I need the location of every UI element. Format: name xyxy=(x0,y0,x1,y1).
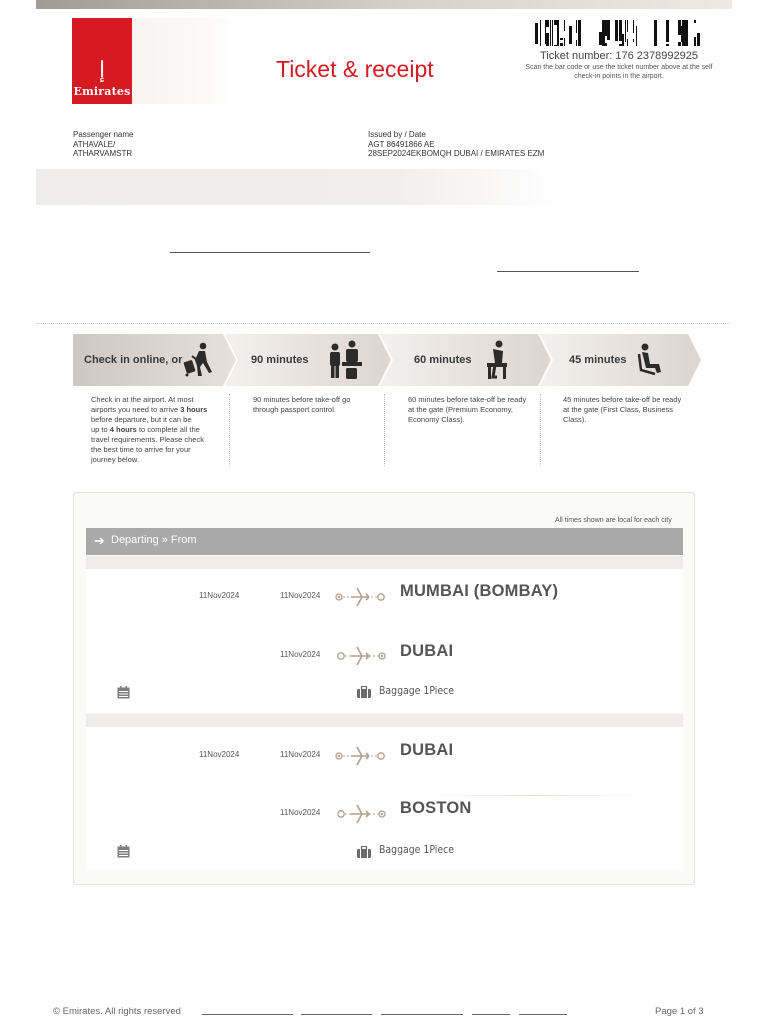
departure-date: 11Nov2024 xyxy=(280,750,321,759)
ticket-number: Ticket number: 176 2378992925 xyxy=(540,50,698,62)
departure-plane-icon xyxy=(335,745,387,767)
step-text-span: to complete all the xyxy=(136,425,200,434)
issued-agent: AGT 86491866 AE xyxy=(368,139,435,149)
footer-rule xyxy=(519,1014,567,1015)
arrival-date: 11Nov2024 xyxy=(280,650,321,659)
footer-copyright: © Emirates. All rights reserved xyxy=(53,1006,181,1017)
step-text-line: travel requirements. Please check xyxy=(91,435,204,444)
passenger-block xyxy=(73,130,133,159)
departing-header xyxy=(86,528,683,555)
passport-control-icon xyxy=(325,340,363,380)
page-number: Page 1 of 3 xyxy=(655,1006,704,1017)
times-note: All times shown are local for each city xyxy=(555,517,672,524)
ticket-hint: Scan the bar code or use the ticket number above at the self check-in points in the airport. xyxy=(525,64,713,80)
passenger-name-line2: ATHARVAMSTR xyxy=(73,149,133,158)
grey-band xyxy=(36,169,556,205)
column-divider xyxy=(540,394,541,466)
passenger-label: Passenger name xyxy=(73,130,134,139)
decorative-rule xyxy=(420,795,650,796)
step-online-label: Check in online, or xyxy=(84,354,183,366)
step-text-line: before departure, but it can be xyxy=(91,415,192,424)
checkin-steps-bar xyxy=(73,334,701,386)
step-text-line xyxy=(91,425,221,435)
step-text-line: journey below. xyxy=(91,455,139,464)
page-title: Ticket & receipt xyxy=(276,56,434,82)
step-90-text: 90 minutes before take-off go through passport control. xyxy=(253,395,351,414)
lounge-seat-icon xyxy=(635,342,665,378)
column-divider xyxy=(229,394,230,466)
step-45-text: 45 minutes before take-off be ready at the gate (First Class, Business Class). xyxy=(563,395,682,424)
step-text-line: Check in at the airport. At most xyxy=(91,395,194,404)
barcode-image xyxy=(535,20,703,46)
arrival-plane-icon xyxy=(335,645,387,667)
issued-block xyxy=(368,130,544,159)
step-text-bold: 3 hours xyxy=(180,405,208,414)
step-90-label: 90 minutes xyxy=(251,354,309,366)
signature-rule xyxy=(170,252,370,253)
logo-calligraphy-mark: إ xyxy=(98,58,106,83)
logo-shadow-panel xyxy=(132,18,238,104)
footer-rule xyxy=(472,1014,510,1015)
calendar-icon xyxy=(117,686,130,699)
logo-wordmark: Emirates xyxy=(73,85,131,98)
departure-date: 11Nov2024 xyxy=(280,591,321,600)
step-text-span: airports you need to arrive xyxy=(91,405,181,414)
origin-city: DUBAI xyxy=(400,741,454,759)
step-text-line: the best time to arrive for your xyxy=(91,445,191,454)
footer-rule xyxy=(301,1014,372,1015)
baggage-allowance: Baggage 1Piece xyxy=(379,684,455,697)
step-60-text: 60 minutes before take-off be ready at the gate (Premium Economy, Economy Class). xyxy=(408,395,527,424)
segment-divider-band xyxy=(86,714,683,727)
step-text-span: up to xyxy=(91,425,110,434)
seated-passenger-icon xyxy=(483,339,511,381)
passenger-name-line1: ATHAVALE/ xyxy=(73,139,116,149)
walking-traveller-icon xyxy=(181,342,215,378)
destination-city: BOSTON xyxy=(400,799,472,817)
step-45-label: 45 minutes xyxy=(569,354,627,366)
step-online-text xyxy=(91,395,221,465)
arrival-plane-icon xyxy=(335,803,387,825)
footer-rule xyxy=(202,1014,293,1015)
departure-date: 11Nov2024 xyxy=(199,750,240,759)
section-divider xyxy=(36,323,730,324)
baggage-allowance: Baggage 1Piece xyxy=(379,843,455,856)
destination-city: DUBAI xyxy=(400,642,454,660)
arrival-date: 11Nov2024 xyxy=(280,808,321,817)
departure-plane-icon xyxy=(335,586,387,608)
segment-divider-band xyxy=(86,556,683,569)
issued-label: Issued by / Date xyxy=(368,130,426,139)
column-divider xyxy=(384,394,385,466)
top-decorative-strip xyxy=(36,0,732,9)
signature-rule xyxy=(497,271,639,272)
departure-date: 11Nov2024 xyxy=(199,591,240,600)
baggage-icon xyxy=(357,686,371,698)
issued-date: 28SEP2024EKBOMQH DUBAI / EMIRATES EZM xyxy=(368,149,545,158)
step-60-label: 60 minutes xyxy=(414,354,472,366)
footer-rule xyxy=(381,1014,463,1015)
origin-city: MUMBAI (BOMBAY) xyxy=(400,582,559,600)
emirates-logo xyxy=(72,18,132,104)
step-text-line xyxy=(91,405,221,415)
calendar-icon xyxy=(117,845,130,858)
step-text-bold: 4 hours xyxy=(109,425,137,434)
baggage-icon xyxy=(357,846,371,858)
departing-label: Departing » From xyxy=(111,534,197,546)
arrow-right-icon: ➔ xyxy=(94,533,105,548)
